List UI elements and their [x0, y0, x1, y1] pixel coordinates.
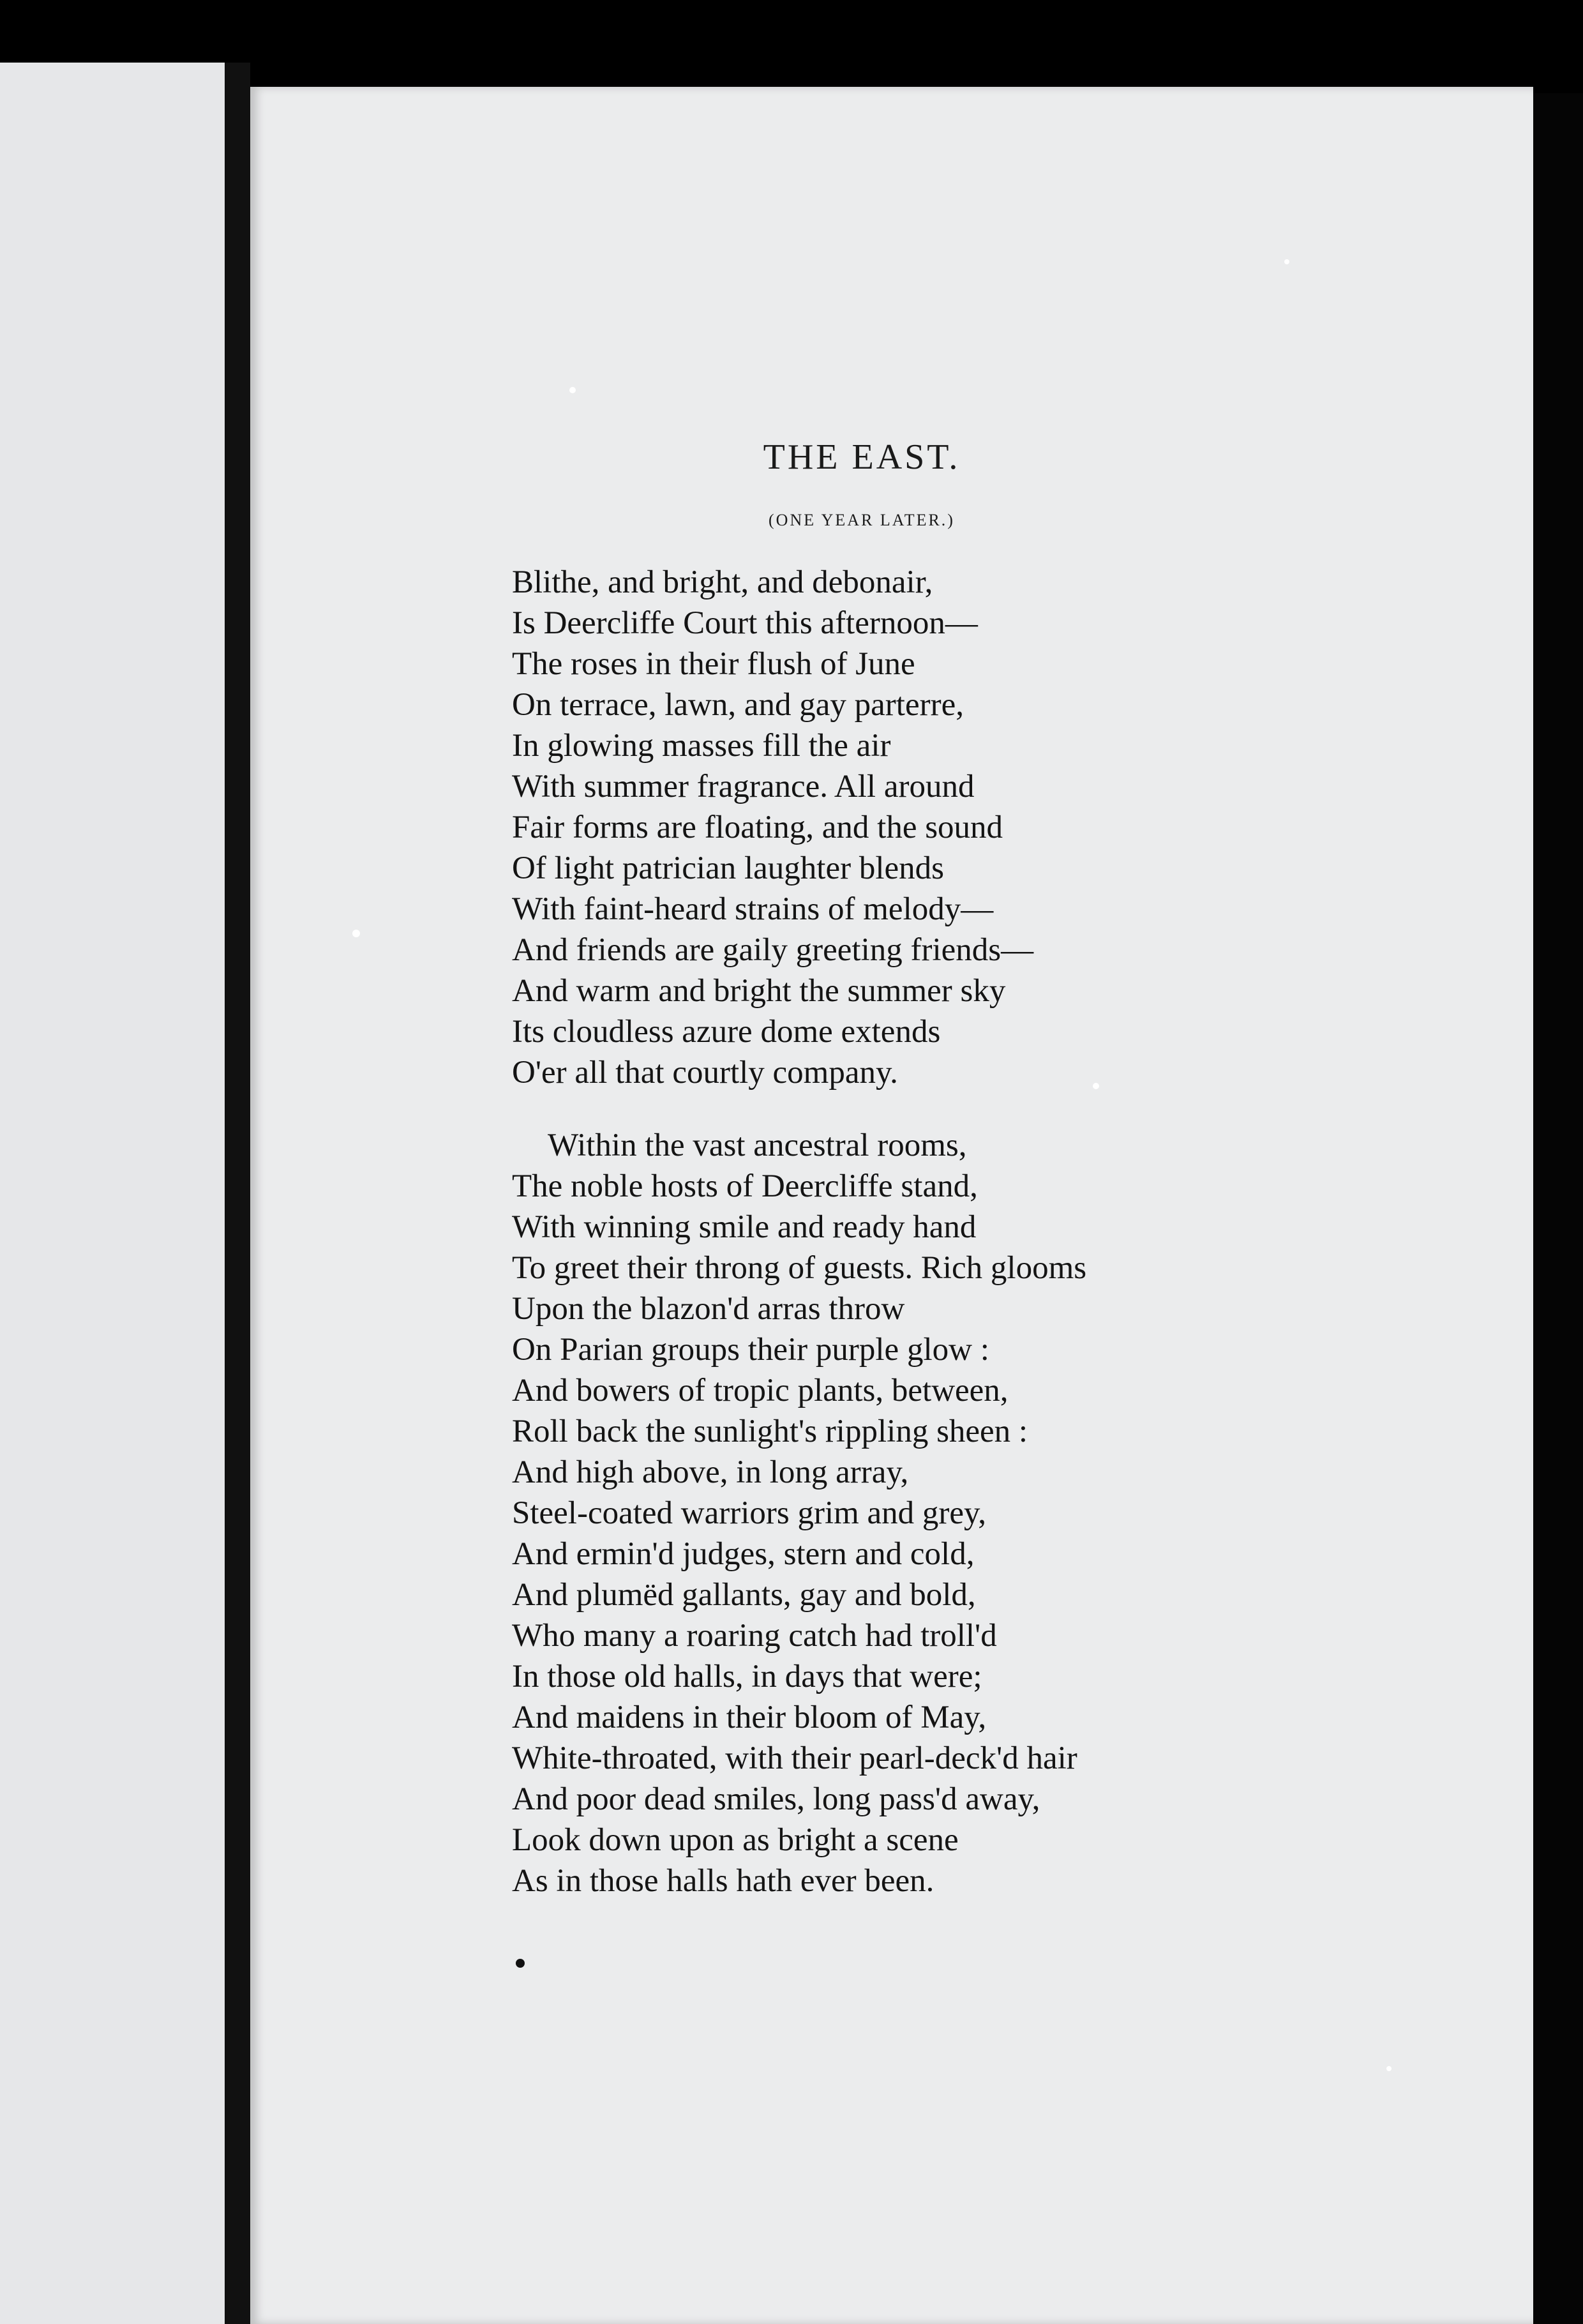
poem-line: Who many a roaring catch had troll'd — [512, 1618, 997, 1654]
poem-line: With winning smile and ready hand — [512, 1209, 977, 1245]
poem-line: Upon the blazon'd arras throw — [512, 1291, 905, 1327]
page-title: THE EAST. — [763, 437, 961, 477]
poem-line: Fair forms are floating, and the sound — [512, 810, 1003, 845]
poem-line: As in those halls hath ever been. — [512, 1863, 934, 1899]
poem-line: Roll back the sunlight's rippling sheen : — [512, 1414, 1028, 1449]
scan-border — [1533, 93, 1583, 2324]
poem-line: In glowing masses fill the air — [512, 728, 891, 764]
poem-line: With faint-heard strains of melody— — [512, 891, 994, 927]
poem-line: Within the vast ancestral rooms, — [548, 1128, 967, 1163]
poem-line: And bowers of tropic plants, between, — [512, 1373, 1009, 1408]
poem-line: And plumëd gallants, gay and bold, — [512, 1577, 976, 1613]
page-subtitle: (ONE YEAR LATER.) — [769, 511, 955, 529]
paper-speck — [1284, 259, 1289, 264]
poem-line: Is Deercliffe Court this afternoon— — [512, 605, 978, 641]
poem-line: With summer fragrance. All around — [512, 769, 975, 804]
paper-speck — [1093, 1083, 1099, 1089]
poem-line: Steel-coated warriors grim and grey, — [512, 1495, 986, 1531]
poem-line: To greet their throng of guests. Rich glooms — [512, 1250, 1087, 1286]
book-gutter — [225, 63, 250, 2324]
poem-line: Its cloudless azure dome extends — [512, 1014, 941, 1050]
poem-stanza-1 — [512, 562, 1033, 1093]
poem-line: White-throated, with their pearl-deck'd hair — [512, 1740, 1077, 1776]
paper-speck — [352, 930, 360, 937]
poem-stanza-2 — [512, 1125, 1086, 1901]
poem-line: And maidens in their bloom of May, — [512, 1700, 987, 1735]
poem-line: On terrace, lawn, and gay parterre, — [512, 687, 964, 723]
poem-line: And ermin'd judges, stern and cold, — [512, 1536, 975, 1572]
poem-line: Blithe, and bright, and debonair, — [512, 564, 933, 600]
poem-line: And warm and bright the summer sky — [512, 973, 1006, 1009]
paper-speck — [569, 387, 576, 393]
paper-speck — [1386, 2066, 1392, 2071]
poem-line: And friends are gaily greeting friends— — [512, 932, 1034, 968]
ink-dot — [516, 1959, 525, 1968]
poem-line: And high above, in long array, — [512, 1454, 909, 1490]
poem-line: The roses in their flush of June — [512, 646, 915, 682]
poem-line: On Parian groups their purple glow : — [512, 1332, 989, 1368]
poem-line: Of light patrician laughter blends — [512, 850, 944, 886]
poem-line: In those old halls, in days that were; — [512, 1659, 982, 1694]
poem-line: The noble hosts of Deercliffe stand, — [512, 1168, 978, 1204]
poem-line: O'er all that courtly company. — [512, 1055, 898, 1090]
poem-line: And poor dead smiles, long pass'd away, — [512, 1781, 1040, 1817]
facing-page-edge — [0, 63, 225, 2324]
poem-line: Look down upon as bright a scene — [512, 1822, 959, 1858]
